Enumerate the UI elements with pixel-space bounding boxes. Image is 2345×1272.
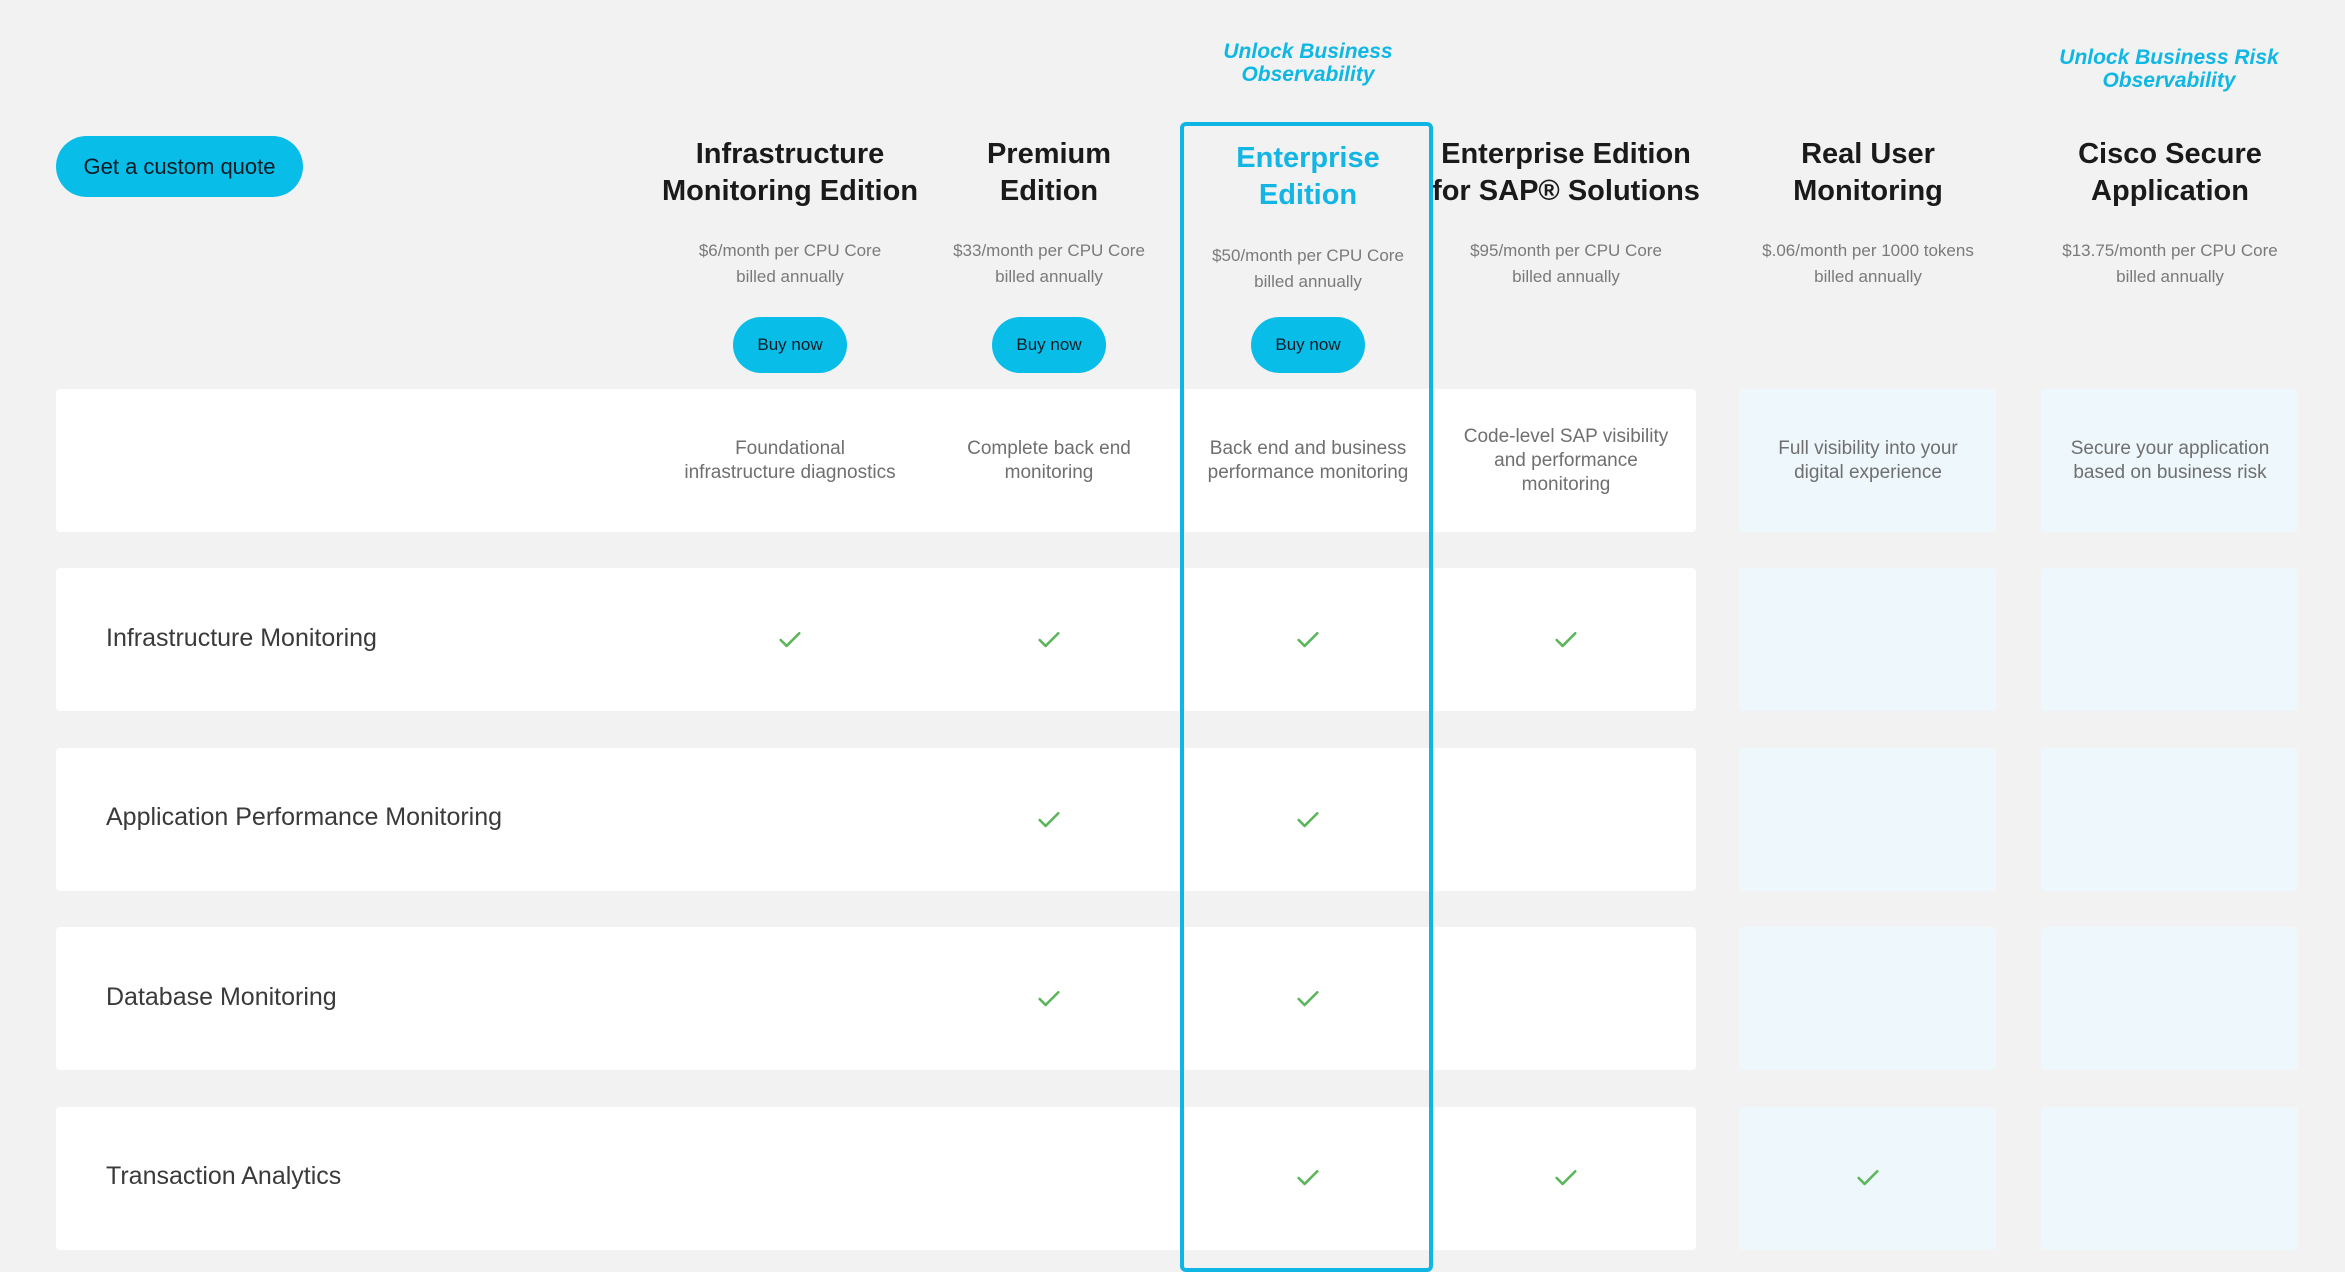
check-icon	[1038, 631, 1060, 649]
feature-label-application-performance-monitoring: Application Performance Monitoring	[106, 803, 503, 831]
plan-desc-enterprise-line-2: performance monitoring	[1207, 462, 1409, 483]
cisco-tagline	[2019, 46, 2319, 92]
feature-label-database-monitoring: Database Monitoring	[106, 983, 337, 1011]
plan-title-cisco-line-1: Cisco Secure	[2078, 138, 2262, 170]
plan-desc-cisco-secure-application	[2020, 437, 2320, 485]
plan-title-cisco-line-2: Application	[2091, 175, 2249, 207]
plan-desc-infrastructure-line-1: Foundational	[735, 438, 845, 459]
buy-now-enterprise-button[interactable]: Buy now	[1251, 317, 1365, 373]
plan-price-premium-line-1: $33/month per CPU Core	[953, 241, 1145, 260]
check-icon	[1297, 990, 1319, 1008]
plan-title-enterprise-line-2: Edition	[1258, 179, 1358, 211]
enterprise-tagline	[1158, 40, 1458, 86]
plan-title-infrastructure-line-2: Monitoring Edition	[661, 175, 919, 207]
plan-price-cisco-line-1: $13.75/month per CPU Core	[2062, 241, 2278, 260]
plan-price-cisco-line-2: billed annually	[2116, 267, 2224, 286]
cisco-tagline-line-2: Observability	[2102, 69, 2236, 92]
plan-title-enterprise-line-1: Enterprise	[1236, 142, 1380, 174]
plan-desc-infrastructure-line-2: infrastructure diagnostics	[684, 462, 896, 483]
plan-title-infrastructure	[640, 136, 940, 210]
plan-desc-rum-line-2: digital experience	[1794, 462, 1942, 483]
plan-price-infrastructure-line-1: $6/month per CPU Core	[698, 241, 882, 260]
check-icon	[1555, 631, 1577, 649]
plan-title-sap-line-1: Enterprise Edition	[1441, 138, 1691, 170]
plan-title-premium-line-1: Premium	[986, 138, 1112, 170]
plan-desc-premium-line-1: Complete back end	[967, 438, 1131, 459]
plan-title-real-user-monitoring	[1718, 136, 2018, 210]
plan-desc-enterprise-line-1: Back end and business	[1209, 438, 1407, 459]
feature-label-infrastructure-monitoring: Infrastructure Monitoring	[106, 624, 377, 652]
plan-price-real-user-monitoring	[1718, 238, 2018, 290]
plan-desc-premium	[899, 437, 1199, 485]
plan-desc-sap	[1416, 425, 1716, 497]
plan-title-infrastructure-line-1: Infrastructure	[695, 138, 885, 170]
get-custom-quote-button[interactable]: Get a custom quote	[56, 136, 303, 197]
check-icon	[1297, 631, 1319, 649]
plan-title-sap	[1416, 136, 1716, 210]
plan-price-rum-line-1: $.06/month per 1000 tokens	[1762, 241, 1974, 260]
plan-desc-rum-line-1: Full visibility into your	[1778, 438, 1958, 459]
feature-cell-rum-2	[1739, 748, 1996, 891]
check-icon	[1297, 811, 1319, 829]
enterprise-tagline-line-2: Observability	[1241, 63, 1375, 86]
plan-title-enterprise	[1158, 140, 1458, 214]
feature-cell-rum-3	[1739, 927, 1996, 1070]
plan-desc-sap-line-3: monitoring	[1521, 474, 1611, 495]
feature-cell-cisco-4	[2041, 1107, 2298, 1250]
plan-price-premium	[899, 238, 1199, 290]
plan-desc-premium-line-2: monitoring	[1004, 462, 1094, 483]
plan-title-sap-line-2: for SAP® Solutions	[1432, 175, 1700, 207]
plan-price-enterprise-line-1: $50/month per CPU Core	[1212, 246, 1404, 265]
feature-cell-cisco-2	[2041, 748, 2298, 891]
plan-price-infrastructure-line-2: billed annually	[736, 267, 844, 286]
buy-now-infrastructure-button[interactable]: Buy now	[733, 317, 847, 373]
plan-desc-sap-line-1: Code-level SAP visibility	[1463, 426, 1669, 447]
check-icon	[1038, 811, 1060, 829]
check-icon	[1857, 1169, 1879, 1187]
buy-now-premium-button[interactable]: Buy now	[992, 317, 1106, 373]
plan-price-sap-line-1: $95/month per CPU Core	[1470, 241, 1662, 260]
enterprise-tagline-line-1: Unlock Business	[1223, 40, 1393, 63]
plan-desc-cisco-line-2: based on business risk	[2073, 462, 2267, 483]
plan-price-cisco-secure-application	[2020, 238, 2320, 290]
feature-cell-rum-1	[1739, 568, 1996, 711]
check-icon	[1038, 990, 1060, 1008]
feature-cell-cisco-1	[2041, 568, 2298, 711]
plan-title-cisco-secure-application	[2020, 136, 2320, 210]
plan-title-premium	[899, 136, 1199, 210]
plan-price-enterprise	[1158, 243, 1458, 295]
feature-label-transaction-analytics: Transaction Analytics	[106, 1162, 342, 1190]
check-icon	[1555, 1169, 1577, 1187]
plan-title-premium-line-2: Edition	[999, 175, 1099, 207]
plan-price-enterprise-line-2: billed annually	[1254, 272, 1362, 291]
plan-price-sap-line-2: billed annually	[1512, 267, 1620, 286]
plan-price-premium-line-2: billed annually	[995, 267, 1103, 286]
plan-desc-real-user-monitoring	[1718, 437, 2018, 485]
plan-desc-sap-line-2: and performance	[1494, 450, 1638, 471]
plan-desc-enterprise	[1158, 437, 1458, 485]
plan-title-rum-line-1: Real User	[1801, 138, 1935, 170]
plan-desc-infrastructure	[640, 437, 940, 485]
plan-price-sap	[1416, 238, 1716, 290]
check-icon	[779, 631, 801, 649]
plan-price-infrastructure	[640, 238, 940, 290]
check-icon	[1297, 1169, 1319, 1187]
plan-desc-cisco-line-1: Secure your application	[2070, 438, 2270, 459]
feature-cell-cisco-3	[2041, 927, 2298, 1070]
cisco-tagline-line-1: Unlock Business Risk	[2059, 46, 2279, 69]
plan-title-rum-line-2: Monitoring	[1793, 175, 1943, 207]
plan-price-rum-line-2: billed annually	[1814, 267, 1922, 286]
